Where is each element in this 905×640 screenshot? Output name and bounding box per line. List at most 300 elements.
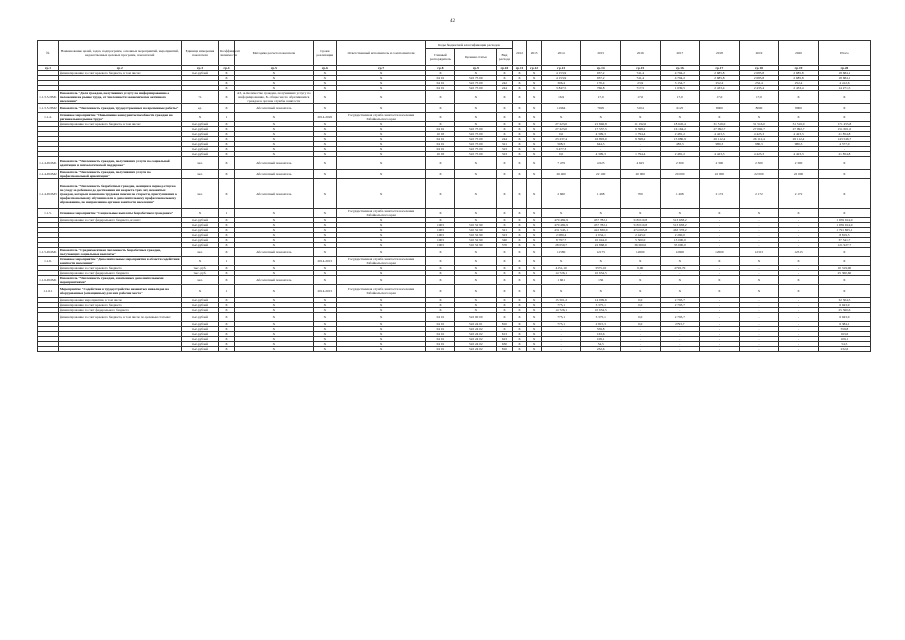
table-cell: 252,4 — [700, 81, 740, 86]
table-cell: Х — [234, 347, 313, 352]
table-cell: Х — [455, 209, 497, 218]
table-cell: Х — [455, 113, 497, 122]
table-cell: Х — [581, 209, 621, 218]
table-cell: Х — [219, 303, 235, 308]
table-cell: - — [779, 308, 819, 313]
table-cell: Х — [455, 303, 497, 308]
table-cell: 457 782,1 — [581, 223, 621, 228]
table-cell: 18 684,1 — [818, 76, 870, 81]
table-cell: 11 192,6 — [620, 122, 660, 127]
table-cell: Х — [512, 132, 527, 137]
table-cell: Мероприятие "Содействие в трудоустройстве незанятых инвалидов на оборудованные (оснащенные) для них рабочие места" — [58, 285, 181, 298]
table-cell: 340 — [497, 238, 513, 243]
table-cell: Х — [336, 76, 426, 81]
table-cell: Х — [181, 209, 218, 218]
table-cell: Х — [527, 248, 542, 257]
table-cell: Х — [426, 104, 455, 113]
table-cell: Х — [219, 298, 235, 303]
table-cell: Х — [234, 233, 313, 238]
table-cell: Х — [336, 271, 426, 276]
table-cell: 1.1.6-ПОМ1 — [38, 276, 59, 285]
table-cell: 10 319,90 — [818, 266, 870, 271]
table-cell: 0,00 — [620, 266, 660, 271]
table-cell: Х — [219, 322, 235, 327]
col-year-header: 2020 — [779, 41, 819, 66]
table-cell: 2 172 — [700, 179, 740, 209]
table-cell: Государственная служба занятости населения Забайкальского края — [336, 113, 426, 122]
table-cell: 10 044,0 — [581, 238, 621, 243]
table-cell: - — [739, 342, 779, 347]
table-cell: 5104 — [620, 104, 660, 113]
table-cell: 644,5 — [581, 142, 621, 147]
table-cell: 980,3 — [700, 142, 740, 147]
table-row — [38, 248, 871, 257]
table-cell: 18 684,1 — [818, 71, 870, 76]
column-index-cell: гр.1 — [38, 66, 59, 71]
table-cell: 1 — [219, 209, 235, 218]
table-row — [38, 157, 871, 170]
table-cell: Государственная служба занятости населения Забайкальского края — [336, 257, 426, 266]
table-cell: Х — [527, 337, 542, 342]
table-cell: 252,4 — [739, 81, 779, 86]
table-cell: Х — [527, 137, 542, 142]
table-cell: Х — [527, 223, 542, 228]
table-cell: Х — [512, 142, 527, 147]
table-cell: - — [739, 238, 779, 243]
table-cell: Х — [512, 223, 527, 228]
table-cell: Х — [219, 71, 235, 76]
table-cell: 2 685,8 — [779, 76, 819, 81]
table-cell: Х — [313, 332, 336, 337]
table-cell: Х — [497, 308, 513, 313]
table-cell: - — [620, 347, 660, 352]
table-cell: 9 398,2 — [620, 127, 660, 132]
table-cell: Х — [313, 266, 336, 271]
table-cell: 121 927,7 — [818, 243, 870, 248]
table-cell: Х — [527, 257, 542, 266]
table-cell: - — [739, 218, 779, 223]
table-cell: - — [541, 347, 581, 352]
table-cell: финансирование за счет краевого бюджета, в том числе: — [58, 71, 181, 76]
table-cell: - — [700, 308, 740, 313]
table-cell: АЗ, А-Количество граждан, получивших услугу по информированию, Б- общее число обратившихся граждан в органы службы занятости — [234, 91, 313, 104]
table-cell: тыс.рублей — [181, 228, 218, 233]
table-cell: Х — [313, 233, 336, 238]
table-cell: 2793,70 — [660, 266, 700, 271]
table-cell: Х — [527, 332, 542, 337]
table-cell: Х — [455, 285, 497, 298]
table-cell: 10 03 — [426, 132, 455, 137]
table-cell: тыс.рублей — [181, 137, 218, 142]
table-cell: 570 — [497, 243, 513, 248]
table-cell: 741,4 — [620, 76, 660, 81]
table-cell: Х — [779, 285, 819, 298]
table-cell: Х — [426, 298, 455, 303]
table-cell: 8 819,5 — [818, 233, 870, 238]
table-cell: 1 794,4 — [620, 152, 660, 157]
table-cell: - — [620, 332, 660, 337]
table-cell: 522 24 02 — [455, 342, 497, 347]
table-cell: - — [739, 243, 779, 248]
table-cell: 2 685,8 — [739, 76, 779, 81]
table-cell: Х — [527, 276, 542, 285]
table-cell: 3 375,1 — [581, 303, 621, 308]
table-cell: Х — [313, 179, 336, 209]
table-cell: Х — [336, 248, 426, 257]
table-cell: Х — [512, 91, 527, 104]
table-cell: Х — [313, 218, 336, 223]
table-cell: 04 01 — [426, 322, 455, 327]
table-cell: 17,0 — [581, 91, 621, 104]
table-cell: 522 75 00 — [455, 127, 497, 132]
table-cell: 1 639,5 — [660, 86, 700, 91]
table-cell: Х — [219, 228, 235, 233]
table-cell: Х — [234, 127, 313, 132]
table-cell: Х — [234, 142, 313, 147]
table-cell: 522 75 00 — [455, 86, 497, 91]
table-cell: 6 384,1 — [818, 322, 870, 327]
table-cell: Х — [234, 342, 313, 347]
table-cell: Х — [219, 313, 235, 322]
table-cell: 775,1 — [541, 313, 581, 322]
table-cell: 457 782,1 — [581, 218, 621, 223]
table-cell: Х — [219, 127, 235, 132]
table-cell: 522 75 00 — [455, 132, 497, 137]
table-cell: Х — [818, 104, 870, 113]
table-cell: 1003 — [426, 228, 455, 233]
table-cell: - — [660, 147, 700, 152]
table-row — [38, 347, 871, 352]
table-cell: Х — [234, 152, 313, 157]
table-cell: 522 24 01 — [455, 322, 497, 327]
table-cell: Х — [527, 322, 542, 327]
table-cell: 1003 — [426, 238, 455, 243]
table-cell: Х — [426, 266, 455, 271]
table-cell: тыс.рублей — [181, 342, 218, 347]
table-cell: 2 172 — [779, 179, 819, 209]
table-cell: 8000 — [700, 104, 740, 113]
table-cell: 422 836,0 — [581, 228, 621, 233]
table-cell: 109,1 — [818, 337, 870, 342]
table-cell: Х — [426, 271, 455, 276]
table-cell: Х — [527, 347, 542, 352]
col-year-header: 2012 — [512, 41, 527, 66]
table-cell: финансирование за счет федерального бюджета — [58, 271, 181, 276]
table-header — [38, 41, 871, 71]
table-cell: 04 01 — [426, 332, 455, 337]
table-cell: Х — [660, 209, 700, 218]
table-cell: 2 433,4 — [779, 86, 819, 91]
table-cell: 522 24 02 — [455, 327, 497, 332]
table-cell: Х — [181, 285, 218, 298]
table-cell: Х — [234, 147, 313, 152]
table-cell: Х — [512, 308, 527, 313]
table-cell: Х — [234, 209, 313, 218]
table-cell: Х — [512, 113, 527, 122]
table-cell: Х — [512, 243, 527, 248]
table-cell: Показатель "Среднемесячная численность безработных граждан, получающих социальные выплаты" — [58, 248, 181, 257]
table-cell: Х — [313, 322, 336, 327]
table-cell: 510 52 90 — [455, 243, 497, 248]
table-cell: Х — [455, 91, 497, 104]
table-cell: 3 477,3 — [541, 147, 581, 152]
table-cell: 522 00 00 — [455, 313, 497, 322]
table-cell: 17,0 — [700, 91, 740, 104]
table-cell: 1 791 825,1 — [818, 228, 870, 233]
table-cell: Х — [527, 170, 542, 179]
table-cell: чел. — [181, 248, 218, 257]
table-cell: 2 433,4 — [700, 86, 740, 91]
column-index-cell: гр.8 — [426, 66, 455, 71]
table-cell: Х — [219, 170, 235, 179]
column-index-cell: гр.13 — [541, 66, 581, 71]
table-cell: 04 01 — [426, 142, 455, 147]
table-cell: 25 360,6 — [818, 308, 870, 313]
table-cell: Х — [818, 179, 870, 209]
column-index-cell: гр.19 — [779, 66, 819, 71]
table-cell: тыс.рублей — [181, 132, 218, 137]
table-cell: 323 — [497, 233, 513, 238]
table-cell: Х — [313, 223, 336, 228]
table-cell: 27 092,7 — [700, 127, 740, 132]
table-cell: Х — [336, 152, 426, 157]
table-cell: 559,8 — [581, 327, 621, 332]
table-cell: Х — [426, 71, 455, 76]
table-cell: 4 625 — [581, 157, 621, 170]
table-cell: 151 601,0 — [818, 127, 870, 132]
table-cell: 510 52 90 — [455, 228, 497, 233]
table-cell: Х — [497, 327, 513, 332]
table-cell: Х — [219, 342, 235, 347]
table-cell: Х — [512, 327, 527, 332]
table-row — [38, 257, 871, 266]
table-cell: Х — [497, 127, 513, 132]
table-cell: Х — [527, 243, 542, 248]
table-cell: 766,8 — [581, 86, 621, 91]
table-cell: 323 — [497, 152, 513, 157]
table-cell: Показатель "Численность граждан, получивших услуги по профессиональной ориентации" — [58, 170, 181, 179]
table-cell: 700 — [620, 179, 660, 209]
table-cell: - — [700, 147, 740, 152]
table-cell: 16 893,0 — [581, 137, 621, 142]
table-cell: Х — [219, 179, 235, 209]
column-index-cell: гр.10 — [497, 66, 513, 71]
col-main-manager-header: Главный распорядитель — [426, 49, 455, 66]
table-cell: Х — [512, 271, 527, 276]
table-cell: 4 577,0 — [818, 142, 870, 147]
table-cell: Х — [234, 313, 313, 322]
table-cell: 510 52 90 — [455, 238, 497, 243]
table-cell: финансирование мероприятия, в том числе — [58, 298, 181, 303]
table-cell: Х — [700, 285, 740, 298]
table-cell: 04 01 — [426, 347, 455, 352]
table-cell: 14 271,5 — [818, 86, 870, 91]
table-cell: - — [779, 266, 819, 271]
table-cell: Х — [313, 137, 336, 142]
table-cell: 2 660 — [541, 179, 581, 209]
table-cell: Х — [818, 170, 870, 179]
table-cell: тыс.рублей — [181, 223, 218, 228]
table-cell: 810 — [497, 322, 513, 327]
table-cell: 04 01 — [426, 342, 455, 347]
table-cell: 1003 — [426, 223, 455, 228]
table-cell: Х — [497, 91, 513, 104]
table-row — [38, 91, 871, 104]
table-cell: 1 959 914,0 — [818, 223, 870, 228]
table-cell: 559,8 — [818, 327, 870, 332]
table-cell: Х — [426, 303, 455, 308]
table-cell: - — [700, 327, 740, 332]
table-cell: Х — [313, 313, 336, 322]
table-cell: Х — [313, 209, 336, 218]
table-cell: чел. — [181, 157, 218, 170]
table-cell: 7695 — [581, 104, 621, 113]
table-cell: 522 24 02 — [455, 337, 497, 342]
table-cell: 306,4 — [541, 81, 581, 86]
table-cell: Х — [512, 266, 527, 271]
table-cell: Х — [219, 218, 235, 223]
table-cell: Х — [234, 322, 313, 327]
table-cell: Х — [336, 238, 426, 243]
table-cell: 510 52 90 — [455, 233, 497, 238]
table-cell: Х — [313, 122, 336, 127]
table-cell: - — [739, 303, 779, 308]
table-cell: Х — [313, 342, 336, 347]
table-cell: - — [779, 347, 819, 352]
table-cell: Х — [541, 257, 581, 266]
table-cell: Х — [336, 313, 426, 322]
col-name-header: Наименование целей, задач, подпрограмм, основных мероприятий, мероприятий, ведомственных целевых программ, показателей — [58, 41, 181, 66]
table-cell: Х — [313, 132, 336, 137]
table-cell: 463 378,2 — [660, 228, 700, 233]
table-cell: 163,6 — [581, 332, 621, 337]
table-cell: 54,5 — [818, 342, 870, 347]
table-cell: - — [700, 303, 740, 308]
table-cell: Х — [336, 71, 426, 76]
table-cell: Х — [541, 209, 581, 218]
table-cell: - — [739, 308, 779, 313]
table-cell — [38, 347, 59, 352]
table-cell: Х — [234, 337, 313, 342]
table-cell: - — [541, 337, 581, 342]
table-cell: Х — [739, 113, 779, 122]
table-cell: Показатель "Численность граждан, трудоустроенных на временные работы" — [58, 104, 181, 113]
table-cell: Х — [219, 248, 235, 257]
table-cell: 252,4 — [779, 81, 819, 86]
table-cell: 18 645,4 — [660, 122, 700, 127]
table-cell: - — [818, 147, 870, 152]
column-index-cell: гр.11 — [512, 66, 527, 71]
table-cell: 14 009,6 — [581, 298, 621, 303]
table-cell: - — [700, 233, 740, 238]
table-cell: 4 423,3 — [700, 132, 740, 137]
table-cell: 1.1.5. — [38, 209, 59, 218]
table-cell: 1.1.6. — [38, 257, 59, 266]
table-cell: 04 01 — [426, 127, 455, 132]
table-cell: 470 482,9 — [541, 223, 581, 228]
table-cell: Х — [234, 76, 313, 81]
table-cell: Х — [818, 257, 870, 266]
table-cell: - — [739, 313, 779, 322]
table-cell: 170,4 — [581, 81, 621, 86]
table-cell: 2 685,8 — [700, 76, 740, 81]
table-cell: Х — [336, 147, 426, 152]
table-cell: Х — [512, 147, 527, 152]
table-cell: % — [181, 91, 218, 104]
table-cell: Х — [620, 276, 660, 285]
table-cell: 2 685,8 — [739, 71, 779, 76]
table-cell: 11580 — [541, 248, 581, 257]
table-cell: 27 223,0 — [541, 122, 581, 127]
table-cell: Х — [219, 81, 235, 86]
column-index-cell: гр.2 — [58, 66, 181, 71]
table-cell: 321 — [497, 142, 513, 147]
table-cell: Х — [234, 308, 313, 313]
table-cell: Абсолютный показатель — [234, 104, 313, 113]
table-cell: Х — [336, 91, 426, 104]
table-row — [38, 170, 871, 179]
table-cell: Х — [512, 81, 527, 86]
table-cell: - — [739, 298, 779, 303]
table-cell: Х — [234, 271, 313, 276]
table-cell: 27 092,7 — [739, 127, 779, 132]
table-cell: 17,0 — [739, 91, 779, 104]
table-cell: тыс.рублей — [181, 142, 218, 147]
table-cell: Х — [336, 332, 426, 337]
table-cell: Х — [336, 327, 426, 332]
table-cell: Х — [234, 285, 313, 298]
table-cell: 12600 — [660, 248, 700, 257]
table-cell: Х — [219, 137, 235, 142]
table-cell: 522 75 00 — [455, 81, 497, 86]
table-cell: - — [581, 147, 621, 152]
table-cell: 2 300 — [700, 157, 740, 170]
table-cell: Х — [512, 285, 527, 298]
table-row — [38, 179, 871, 209]
column-index-cell: гр.9 — [455, 66, 497, 71]
table-cell: 12600 — [620, 248, 660, 257]
table-cell: 4 794,2 — [660, 71, 700, 76]
table-cell: - — [620, 342, 660, 347]
col-number-header: № — [38, 41, 59, 66]
table-cell: 22 868,0 — [581, 243, 621, 248]
table-cell: 12315 — [739, 248, 779, 257]
table-cell: тыс.рублей — [181, 238, 218, 243]
table-cell: Х — [527, 228, 542, 233]
table-cell: Х — [336, 104, 426, 113]
table-cell: Основное мероприятие "Повышение конкурентоспособности граждан на региональном рынке труда" — [58, 113, 181, 122]
table-cell: Х — [455, 179, 497, 209]
table-cell: - — [779, 313, 819, 322]
table-cell: Х — [497, 285, 513, 298]
table-cell: 4 423,3 — [779, 132, 819, 137]
table-cell: 20 000 — [620, 170, 660, 179]
table-cell: Х — [234, 303, 313, 308]
table-cell: Х — [313, 303, 336, 308]
table-cell: 27 092,7 — [779, 127, 819, 132]
table-cell: Х — [234, 122, 313, 127]
table-cell: - — [779, 243, 819, 248]
table-cell: 163,6 — [818, 332, 870, 337]
table-cell: - — [700, 271, 740, 276]
table-cell: 4 309,3 — [581, 152, 621, 157]
table-cell: тыс.рублей — [181, 337, 218, 342]
table-cell: Х — [527, 327, 542, 332]
column-index-cell: гр.20 — [818, 66, 870, 71]
table-cell: 04 01 — [426, 86, 455, 91]
table-cell: Х — [527, 266, 542, 271]
table-cell: тыс.рублей — [181, 218, 218, 223]
